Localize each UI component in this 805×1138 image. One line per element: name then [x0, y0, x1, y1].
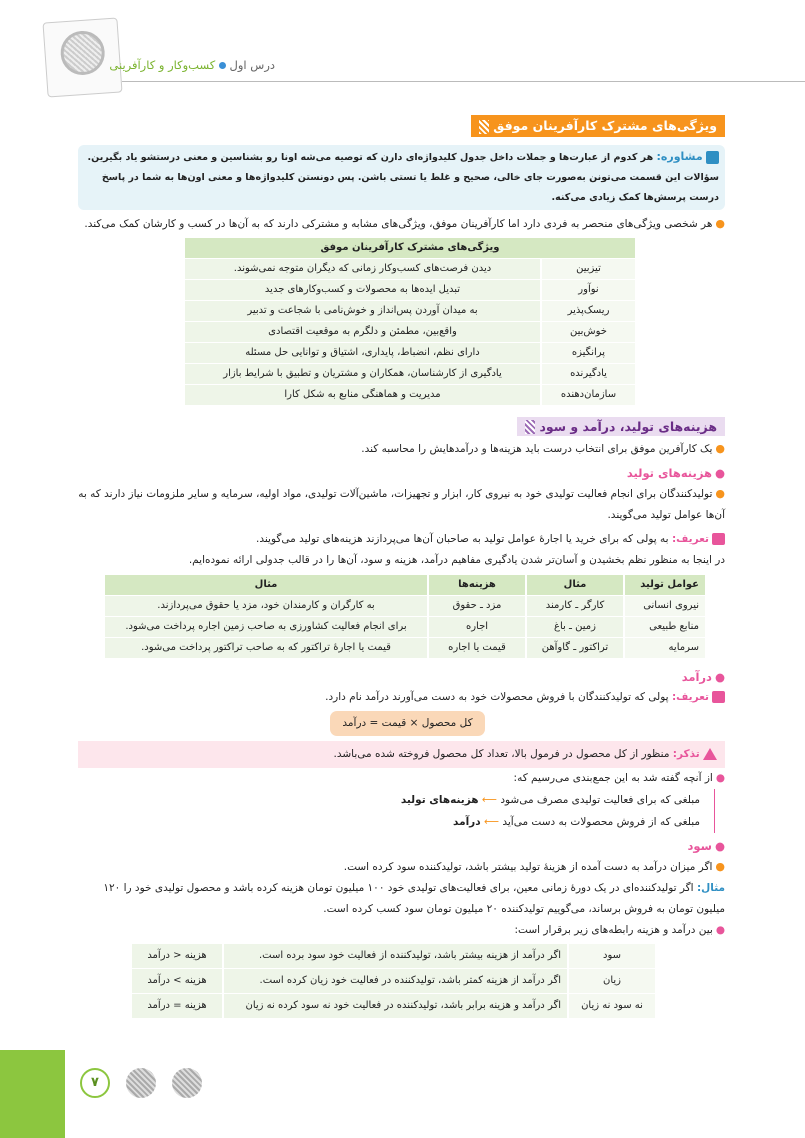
table-intro: در اینجا به منظور نظم بخشیدن و آسان‌تر شدن یادگیری مفاهیم درآمد، هزینه و سود، آن‌ها را در قالب جدولی ارائه نموده‌ایم.	[188, 554, 725, 566]
factors-table	[103, 575, 705, 659]
table-cell: کارگر ـ کارمند	[525, 596, 623, 617]
summary-item: مبلغی که برای فعالیت تولیدی مصرف می‌شود ⟵ هزینه‌های تولید	[400, 794, 700, 806]
trait-description: دارای نظم، انضباط، پایداری، اشتیاق و توانایی حل مسئله	[183, 343, 540, 364]
table-cell: سرمایه	[623, 638, 705, 659]
relation-description: اگر درآمد از هزینه بیشتر باشد، تولیدکننده از فعالیت خود سود برده است.	[222, 944, 567, 969]
trait-description: مدیریت و هماهنگی منابع به شکل کارا	[183, 385, 540, 406]
logo-butterfly-icon	[59, 30, 106, 77]
table-row	[130, 994, 655, 1019]
trait-description: واقع‌بین، مطمئن و دلگرم به موقعیت اقتصادی	[183, 322, 540, 343]
s2-intro: ●یک کارآفرین موفق برای انتخاب درست باید هزینه‌ها و درآمدهایش را محاسبه کند.	[361, 442, 725, 455]
header-rule	[122, 81, 805, 82]
column-header: مثال	[103, 575, 427, 596]
table-row	[183, 259, 635, 280]
tip-box: مشاوره: هر کدوم از عبارت‌ها و جملات داخل جدول کلیدواژه‌ای دارن که توصیه می‌شه اونا رو بشناسین و معنی درستشو یاد بگیرین. سؤالات این قسمت می‌تونن به‌صورت جای خالی، صحیح و غلط یا تستی باشن. پس دونستن کلیدواژه‌ها و معنی اون‌ها به شما در پاسخ درست پرسش‌ها کمک زیادی می‌کنه.	[78, 145, 725, 210]
trait-description: یادگیری از کارشناسان، همکاران و مشتریان و تطبیق با شرایط بازار	[183, 364, 540, 385]
section-heading-2-row	[78, 416, 725, 437]
table-row	[103, 638, 705, 659]
table-row	[130, 944, 655, 969]
table-cell: زمین ـ باغ	[525, 617, 623, 638]
profit-para: ●اگر میزان درآمد به دست آمده از هزینهٔ تولید بیشتر باشد، تولیدکننده سود کرده است.	[343, 860, 725, 873]
summary-list	[401, 789, 715, 833]
relation-name: نه سود نه زیان	[567, 994, 655, 1019]
relation-description: اگر درآمد و هزینه برابر باشد، تولیدکننده در فعالیت خود نه سود کرده نه زیان	[222, 994, 567, 1019]
trait-name: سازمان‌دهنده	[540, 385, 635, 406]
trait-description: به میدان آوردن پس‌انداز و خوش‌نامی با شجاعت و تدبیر	[183, 301, 540, 322]
trait-name: پرانگیزه	[540, 343, 635, 364]
table-row	[183, 343, 635, 364]
green-side-bar	[0, 1050, 65, 1138]
costs-para: ●تولیدکنندگان برای انجام فعالیت تولیدی خود به نیروی کار، ابزار و تجهیزات، ماشین‌آلات تولیدی، مواد اولیه، سرمایه و سایر ملزومات نیاز دارند که به آن‌ها عوامل تولید می‌گویند.	[78, 487, 725, 521]
table-row	[183, 385, 635, 406]
table-row	[183, 301, 635, 322]
table-row	[103, 617, 705, 638]
relations-table	[130, 944, 655, 1019]
section-heading: ویژگی‌های مشترک کارآفرینان موفق	[471, 115, 725, 137]
column-header: هزینه‌ها	[427, 575, 525, 596]
table-cell: مزد ـ حقوق	[427, 596, 525, 617]
relation-name: سود	[567, 944, 655, 969]
definition-icon	[712, 533, 725, 545]
trait-name: تیزبین	[540, 259, 635, 280]
table-row	[130, 969, 655, 994]
table-row	[183, 364, 635, 385]
trait-description: دیدن فرصت‌های کسب‌وکار زمانی که دیگران متوجه نمی‌شوند.	[183, 259, 540, 280]
relation-name: زیان	[567, 969, 655, 994]
table-row	[183, 322, 635, 343]
relation-formula: هزینه = درآمد	[130, 994, 222, 1019]
column-header: عوامل تولید	[623, 575, 705, 596]
main-content	[78, 115, 725, 1019]
table-row	[183, 280, 635, 301]
page-number: ۷	[80, 1068, 110, 1098]
definition-icon	[712, 691, 725, 703]
relation-formula: هزینه < درآمد	[130, 944, 222, 969]
lesson-label: درس اول	[229, 58, 275, 72]
stripes-icon	[479, 120, 489, 134]
table-header: ویژگی‌های مشترک کارآفرینان موفق	[183, 238, 635, 259]
chapter-title: کسب‌وکار و کارآفرینی	[109, 58, 216, 72]
column-header: مثال	[525, 575, 623, 596]
stripes-icon	[525, 420, 535, 434]
trait-name: نوآور	[540, 280, 635, 301]
example-para: مثال: اگر تولیدکننده‌ای در یک دورهٔ زمانی معین، برای فعالیت‌های تولیدی خود ۱۰۰ میلیون تومان هزینه کرده باشد و محصول تولیدی خود را ۱۲۰ میلیون تومان به فروش برساند، می‌گوییم تولیدکننده ۲۰ میلیون تومان سود کسب کرده است.	[103, 882, 725, 915]
summary-wrap	[78, 789, 725, 833]
decor-circle	[126, 1068, 156, 1098]
warning-icon	[703, 748, 717, 760]
table-cell: اجاره	[427, 617, 525, 638]
trait-name: خوش‌بین	[540, 322, 635, 343]
revenue-definition: تعریف: پولی که تولیدکنندگان با فروش محصولات خود به دست می‌آورند درآمد نام دارد.	[78, 687, 725, 708]
advisor-icon	[706, 151, 719, 164]
revenue-heading: ●درآمد	[681, 670, 725, 684]
table-cell: تراکتور ـ گاوآهن	[525, 638, 623, 659]
table-row	[103, 596, 705, 617]
table-cell: به کارگران و کارمندان خود، مزد یا حقوق می‌پردازند.	[103, 596, 427, 617]
intro-para: ●هر شخصی ویژگی‌های منحصر به فردی دارد اما کارآفرینان موفق، ویژگی‌های مشابه و مشترکی دارند که به آن‌ها در کسب و کارشان کمک می‌کند.	[84, 216, 725, 230]
trait-description: تبدیل ایده‌ها به محصولات و کسب‌وکارهای جدید	[183, 280, 540, 301]
decor-circle	[172, 1068, 202, 1098]
traits-table	[183, 238, 635, 406]
costs-definition: تعریف: به پولی که برای خرید یا اجارهٔ عوامل تولید به صاحبان آن‌ها می‌پردازند هزینه‌های تولید می‌گویند.	[78, 529, 725, 550]
costs-heading: ●هزینه‌های تولید	[626, 466, 725, 480]
arrow-icon: ⟵	[483, 816, 500, 828]
relation-formula: هزینه > درآمد	[130, 969, 222, 994]
relations-intro: ●بین درآمد و هزینه رابطه‌های زیر برقرار است:	[514, 924, 725, 936]
relation-description: اگر درآمد از هزینه کمتر باشد، تولیدکننده در فعالیت خود زیان کرده است.	[222, 969, 567, 994]
table-cell: نیروی انسانی	[623, 596, 705, 617]
section-heading-row	[78, 115, 725, 137]
table-cell: قیمت یا اجاره	[427, 638, 525, 659]
profit-heading: ●سود	[687, 839, 725, 853]
table-cell: قیمت یا اجارهٔ تراکتور که به صاحب تراکتور پرداخت می‌شود.	[103, 638, 427, 659]
table-cell: منابع طبیعی	[623, 617, 705, 638]
running-header	[109, 58, 275, 72]
dot-icon	[219, 62, 226, 69]
trait-name: ریسک‌پذیر	[540, 301, 635, 322]
trait-name: یادگیرنده	[540, 364, 635, 385]
section-heading-2: هزینه‌های تولید، درآمد و سود	[517, 417, 725, 437]
arrow-icon: ⟵	[481, 794, 497, 806]
summary-item: مبلغی که از فروش محصولات به دست می‌آید ⟵ درآمد	[453, 816, 700, 828]
revenue-formula: کل محصول × قیمت = درآمد	[330, 711, 485, 736]
table-cell: برای انجام فعالیت کشاورزی به صاحب زمین اجاره پرداخت می‌شود.	[103, 617, 427, 638]
note-box: تذکر: منظور از کل محصول در فرمول بالا، تعداد کل محصول فروخته شده می‌باشد.	[78, 741, 725, 768]
summary-intro: ●از آنچه گفته شد به این جمع‌بندی می‌رسیم که:	[513, 772, 725, 784]
tip-text: هر کدوم از عبارت‌ها و جملات داخل جدول کلیدواژه‌ای دارن که توصیه می‌شه اونا رو بشناسین و معنی درستشو یاد بگیرین. سؤالات این قسمت می‌تونن به‌صورت جای خالی، صحیح و غلط یا تستی باشن. پس دونستن کلیدواژه‌ها و معنی اون‌ها به شما در پاسخ درست پرسش‌ها کمک زیادی می‌کنه.	[87, 151, 719, 203]
